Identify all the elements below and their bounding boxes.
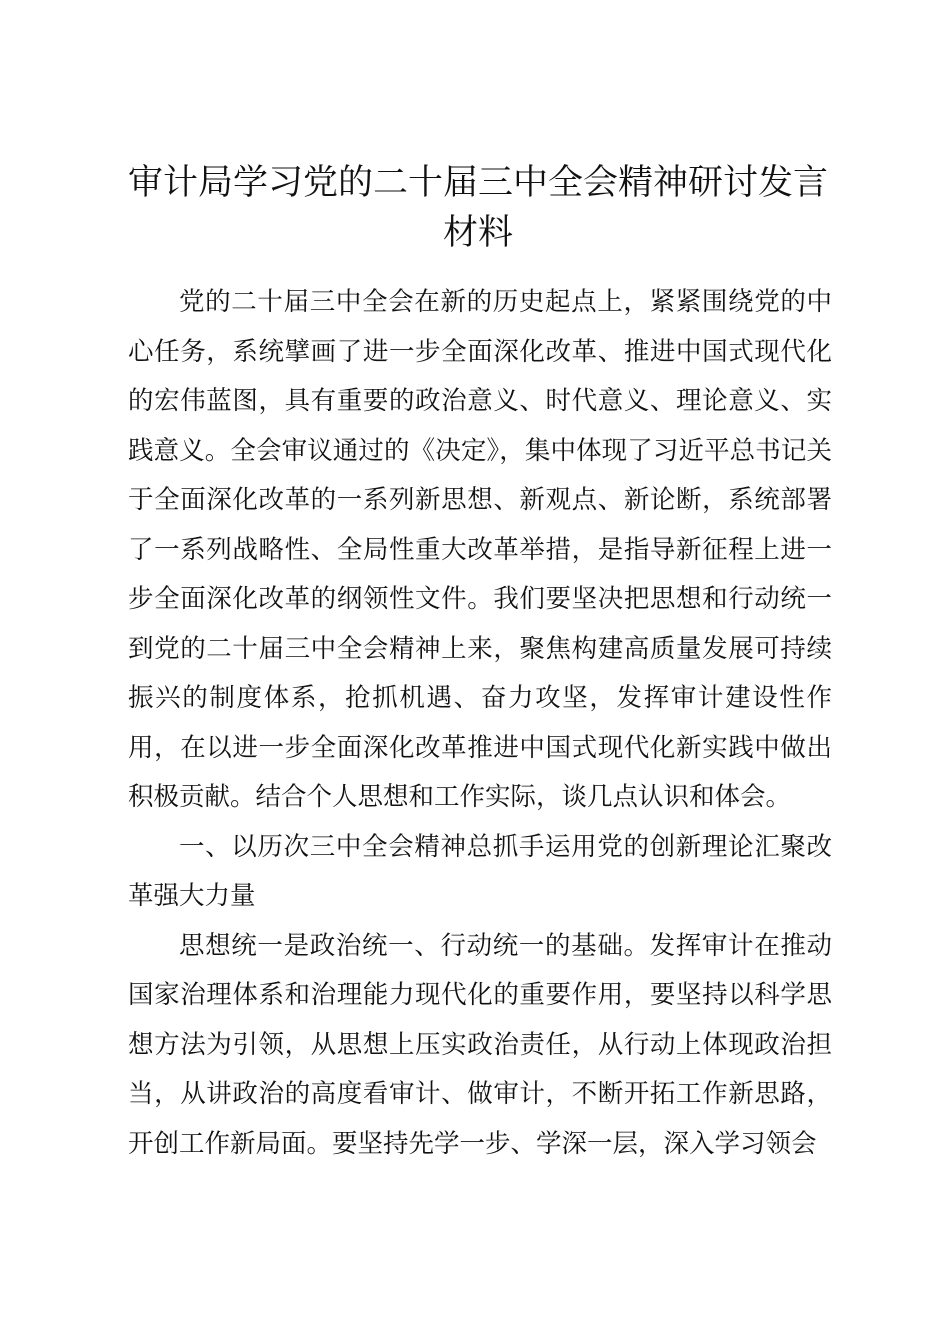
paragraph-intro: 党的二十届三中全会在新的历史起点上，紧紧围绕党的中心任务，系统擘画了进一步全面深化改革、推进中国式现代化的宏伟蓝图，具有重要的政治意义、时代意义、理论意义、实践意义。全会审议通过的《决定》，集中体现了习近平总书记关于全面深化改革的一系列新思想、新观点、新论断，系统部署了一系列战略性、全局性重大改革举措，是指导新征程上进一步全面深化改革的纲领性文件。我们要坚决把思想和行动统一到党的二十届三中全会精神上来，聚焦构建高质量发展可持续振兴的制度体系，抢抓机遇、奋力攻坚，发挥审计建设性作用，在以进一步全面深化改革推进中国式现代化新实践中做出积极贡献。结合个人思想和工作实际，谈几点认识和体会。 [128,287,832,812]
document-body [128,278,832,1169]
paragraph-section-1: 思想统一是政治统一、行动统一的基础。发挥审计在推动国家治理体系和治理能力现代化的重要作用，要坚持以科学思想方法为引领，从思想上压实政治责任，从行动上体现政治担当，从讲政治的高度看审计、做审计，不断开拓工作新思路，开创工作新局面。要坚持先学一步、学深一层，深入学习领会 [128,930,832,1159]
document-title: 审计局学习党的二十届三中全会精神研讨发言材料 [127,163,828,253]
section-heading-1: 一、以历次三中全会精神总抓手运用党的创新理论汇聚改革强大力量 [128,831,832,911]
